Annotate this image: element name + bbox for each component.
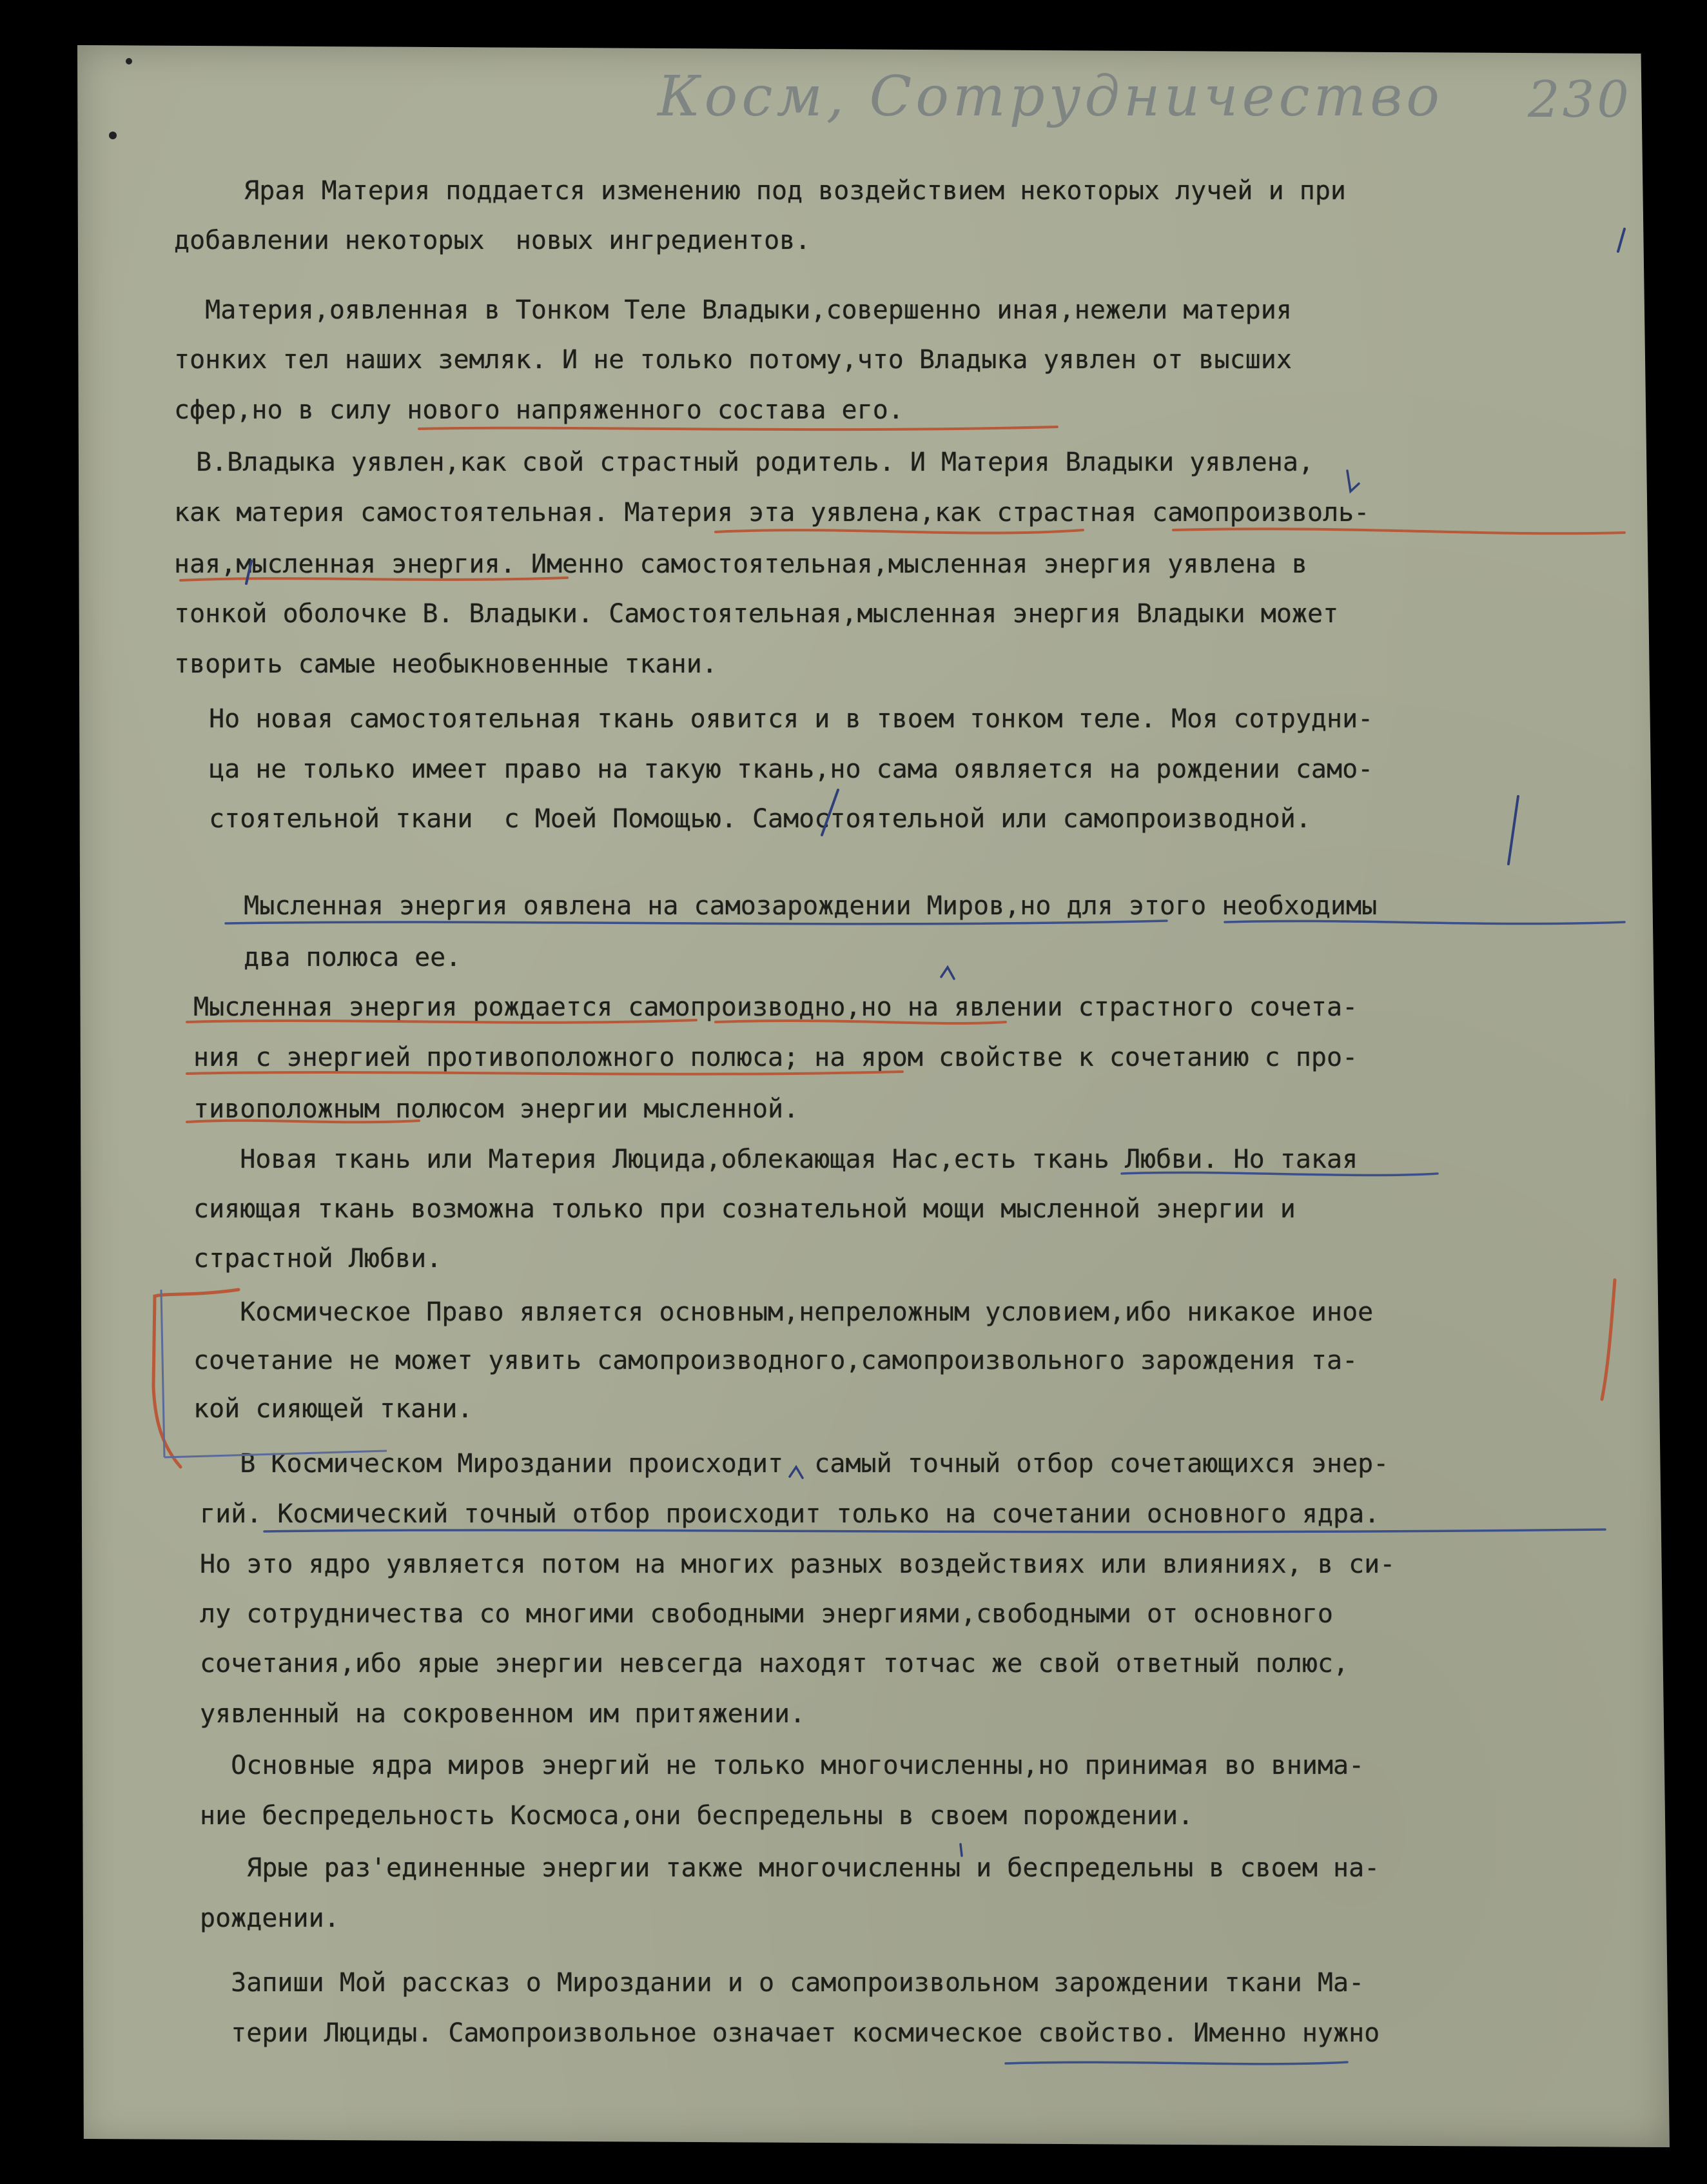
- text-line: добавлении некоторых новых ингредиентов.: [174, 226, 811, 255]
- text-line: лу сотрудничества со многими свободными энергиями,свободными от основного: [200, 1599, 1333, 1629]
- text-line: тонкой оболочке В. Владыки. Самостоятельная,мысленная энергия Владыки может: [174, 599, 1339, 629]
- text-line: Но это ядро уявляется потом на многих разных воздействиях или влияниях, в си-: [200, 1549, 1396, 1579]
- text-line: тивоположным полюсом энергии мысленной.: [193, 1094, 799, 1124]
- text-line: Ярая Материя поддается изменению под воздействием некоторых лучей и при: [213, 176, 1346, 206]
- text-line: Ярые раз'единенные энергии также многочисленны и беспредельны в своем на-: [200, 1853, 1380, 1883]
- text-line: Запиши Мой рассказ о Мироздании и о самопроизвольном зарождении ткани Ма-: [200, 1968, 1365, 1998]
- text-line: уявленный на сокровенном им притяжении.: [200, 1699, 806, 1729]
- text-line: сочетание не может уявить самопроизводного,самопроизвольного зарождения та-: [193, 1346, 1358, 1375]
- text-line: Новая ткань или Материя Люцида,облекающая Нас,есть ткань Любви. Но такая: [193, 1145, 1358, 1174]
- text-line: Материя,оявленная в Тонком Теле Владыки,совершенно иная,нежели материя: [174, 295, 1292, 325]
- text-line: Космическое Право является основным,непреложным условием,ибо никакое иное: [193, 1297, 1374, 1327]
- text-line: кой сияющей ткани.: [193, 1394, 473, 1424]
- text-line: стоятельной ткани с Моей Помощью. Самостоятельной или самопроизводной.: [193, 804, 1311, 834]
- text-line: В.Владыка уявлен,как свой страстный родитель. И Материя Владыки уявлена,: [180, 448, 1314, 477]
- text-line: ца не только имеет право на такую ткань,но сама оявляется на рождении само-: [193, 754, 1374, 784]
- text-line: сияющая ткань возможна только при сознательной мощи мысленной энергии и: [193, 1194, 1296, 1224]
- text-line: ная,мысленная энергия. Именно самостоятельная,мысленная энергия уявлена в: [174, 549, 1307, 579]
- text-line: Но новая самостоятельная ткань оявится и в твоем тонком теле. Моя сотрудни-: [193, 704, 1374, 734]
- text-line: два полюса ее.: [213, 943, 462, 972]
- text-line: В Космическом Мироздании происходит самый точный отбор сочетающихся энер-: [193, 1449, 1389, 1479]
- page-number: 230: [1528, 71, 1632, 129]
- text-line: как материя самостоятельная. Материя эта уявлена,как страстная самопроизволь-: [174, 498, 1370, 527]
- text-line: тонких тел наших земляк. И не только потому,что Владыка уявлен от высших: [174, 345, 1292, 375]
- text-line: Основные ядра миров энергий не только многочисленны,но принимая во внима-: [200, 1751, 1365, 1780]
- text-line: сфер,но в силу нового напряженного состава его.: [174, 395, 904, 425]
- text-line: сочетания,ибо ярые энергии невсегда находят тотчас же свой ответный полюс,: [200, 1649, 1349, 1678]
- text-line: ния с энергией противоположного полюса; на яром свойстве к сочетанию с про-: [193, 1043, 1358, 1072]
- text-line: Мысленная энергия рождается самопроизводно,но на явлении страстного сочета-: [193, 992, 1358, 1022]
- text-line: ние беспредельность Космоса,они беспредельны в своем порождении.: [200, 1801, 1194, 1831]
- text-line: гий. Космический точный отбор происходит только на сочетании основного ядра.: [200, 1499, 1380, 1529]
- text-line: терии Люциды. Самопроизвольное означает космическое свойство. Именно нужно: [200, 2018, 1380, 2048]
- text-line: Мысленная энергия оявлена на самозарождении Миров,но для этого необходимы: [213, 891, 1378, 921]
- handwritten-header-note: Косм, Сотрудничество: [658, 64, 1444, 129]
- text-line: творить самые необыкновенные ткани.: [174, 649, 717, 679]
- text-line: рождении.: [200, 1904, 340, 1933]
- text-line: страстной Любви.: [193, 1244, 442, 1274]
